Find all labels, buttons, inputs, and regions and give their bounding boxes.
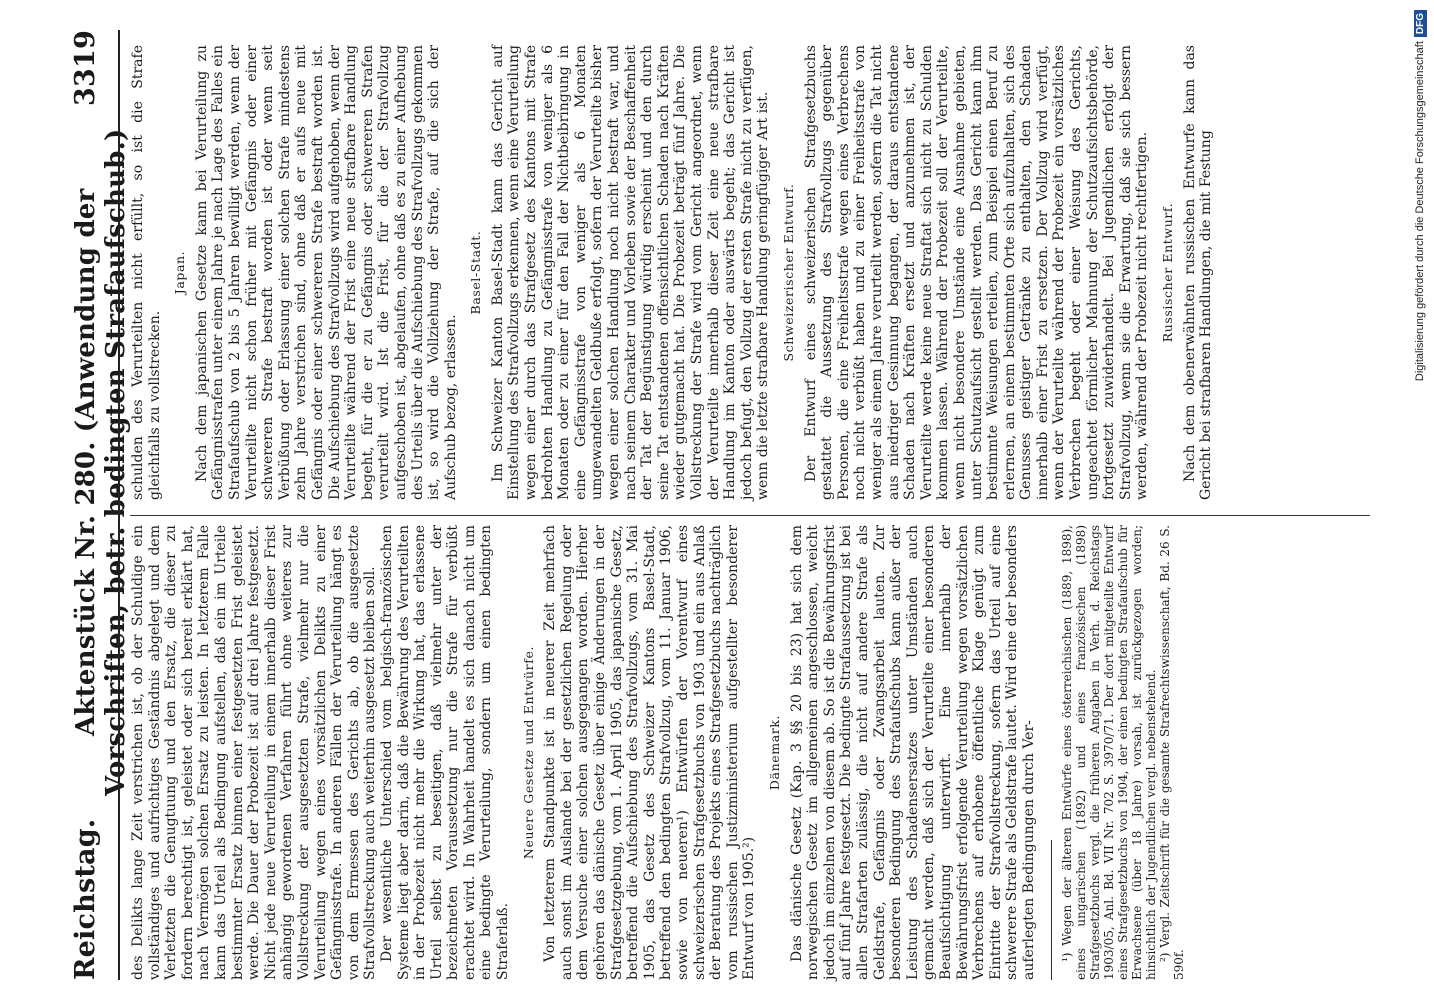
dfg-logo: DFG bbox=[1414, 10, 1427, 37]
header-title: Aktenstück Nr. 280. (Anwendung der Vorschriften, betr. bedingten Strafaufschub.) bbox=[71, 128, 131, 796]
page-header bbox=[70, 30, 131, 980]
section-heading: Basel-Stadt. bbox=[468, 230, 484, 315]
section-heading: Japan. bbox=[172, 250, 188, 295]
section-heading: Dänemark. bbox=[766, 714, 782, 791]
header-left: Reichstag. bbox=[70, 818, 101, 980]
digitization-stamp bbox=[1408, 10, 1432, 990]
paragraph: schulden des Verurteilten nicht erfüllt, so ist die Strafe gleichfalls zu vollstrecken. bbox=[130, 45, 163, 500]
rotated-page bbox=[70, 30, 1400, 980]
paragraph: Der wesentliche Unterschied vom belgisch-französischen Systeme liegt aber darin, daß die Bewährung des Verurteilten in der Probezeit nicht mehr die Wirkung hat, das erlassene Urteil selbst zu beseitigen, daß vielmehr unter der bezeichneten Voraussetzung nur die Strafe für verbüßt erachtet wird. In Wahrheit handelt es sich danach nicht um eine bedingte Verurteilung, sondern um einen bedingten Straferlaß. bbox=[378, 525, 512, 980]
section-heading: Neuere Gesetze und Entwürfe. bbox=[520, 645, 536, 860]
paragraph: Der Entwurf eines schweizerischen Strafgesetzbuchs gestattet die Aussetzung des Strafvollzugs gegenüber Personen, die eine Freiheitsstrafe wegen eines Verbrechens noch nicht verbüßt haben und zu einer Freiheitsstrafe von weniger als einem Jahre verurteilt werden, sofern die Tat nicht aus niedriger Gesinnung begangen, der daraus entstandene Schaden nach Kräften ersetzt und anzunehmen ist, der Verurteilte werde keine neue Straftat sich nicht zu Schulden kommen lassen. Während der Probezeit soll der Verurteilte, wenn nicht besondere Umstände eine Ausnahme gebieten, unter Schutzaufsicht gestellt werden. Das Gericht kann ihm bestimmte Weisungen erteilen, zum Beispiel einen Beruf zu erlernen, an einem bestimmten Orte sich aufzuhalten, sich des Genusses geistiger Getränke zu enthalten, den Schaden innerhalb einer Frist zu ersetzen. Der Vollzug wird verfügt, wenn der Verurteilte während der Probezeit ein vorsätzliches Verbrechen begeht oder einer Weisung des Gerichts, ungeachtet förmlicher Mahnung der Schutzaufsichtsbehörde, fortgesetzt zuwiderhandelt. Bei Jugendlichen erfolgt der Strafvollzug, wenn sie die Erwartung, daß sie sich bessern werden, während der Probezeit nicht rechtfertigen. bbox=[802, 45, 1151, 500]
paragraph: Im Schweizer Kanton Basel-Stadt kann das Gericht auf Einstellung des Strafvollzugs erkennen, wenn eine Verurteilung wegen einer durch das Strafgesetz des Kantons mit Strafe bedrohten Handlung zu Gefängnisstrafe von weniger als 6 Monaten oder zu einer für den Fall der Nichtbeibringung in eine Gefängnisstrafe von weniger als 6 Monaten umgewandelten Geldbuße erfolgt, sofern der Verurteilte bisher wegen einer solchen Handlung noch nicht bestraft war, und nach seinem Charakter und Vorleben sowie der Beschaffenheit der Tat der Begünstigung würdig erscheint und den durch seine Tat entstandenen offensichtlichen Schaden nach Kräften wieder gutgemacht hat. Die Probezeit beträgt fünf Jahre. Die Vollstreckung der Strafe wird vom Gericht angeordnet, wenn der Verurteilte innerhalb dieser Zeit eine neue strafbare Handlung im Kanton oder auswärts begeht; das Gericht ist jedoch befugt, den Vollzug der ersten Strafe nicht zu verfügen, wenn die letzte strafbare Handlung geringfügiger Art ist. bbox=[489, 45, 772, 500]
column-divider bbox=[130, 515, 1370, 516]
footnote: ²) Vergl. Zeitschrift für die gesamte Strafrechtswissenschaft, Bd. 26 S. 590f. bbox=[1158, 525, 1187, 980]
paragraph: des Delikts lange Zeit verstrichen ist, ob der Schuldige ein vollständiges und aufrichtiges Geständnis abgelegt und dem Verletzten die Genugtuung und den Ersatz, die dieser zu fordern berechtigt ist, geleistet oder sich bereit erklärt hat, nach Vermögen solchen Ersatz zu leisten. In letzterem Falle kann das Urteil als Bedingung aufstellen, daß ein im Urteile bestimmter Ersatz binnen einer festgesetzten Frist geleistet werde. Die Dauer der Probezeit ist auf drei Jahre festgesetzt. Nicht jede neue Verurteilung in einem innerhalb dieser Frist anhängig gewordenen Verfahren führt ohne weiteres zur Vollstreckung der ausgesetzten Strafe, vielmehr nur die Verurteilung wegen eines vorsätzlichen Delikts zu einer Gefängnisstrafe. In anderen Fällen der Verurteilung hängt es von dem Ermessen des Gerichts ab, ob die ausgesetzte Strafvollstreckung auch weiterhin ausgesetzt bleiben soll. bbox=[130, 525, 379, 980]
paragraph: Nach dem obenerwähnten russischen Entwurfe kann das Gericht bei strafbaren Handlungen, die mit Festung bbox=[1181, 45, 1215, 500]
right-column bbox=[130, 45, 1215, 500]
section-heading: Russischer Entwurf. bbox=[1160, 202, 1176, 343]
section-heading: Schweizerischer Entwurf. bbox=[780, 183, 796, 362]
stamp-text: Digitalisierung gefördert durch die Deutsche Forschungsgemeinschaft bbox=[1414, 41, 1426, 382]
footnote-rule bbox=[1051, 840, 1052, 980]
paragraph: Von letzterem Standpunkte ist in neuerer Zeit mehrfach auch sonst im Auslande bei der gesetzlichen Regelung oder dem Versuche einer solchen ausgegangen worden. Hierher gehören das dänische Gesetz über einige Änderungen in der Strafgesetzgebung, vom 1. April 1905, das japanische Gesetz, betreffend die Aufschiebung des Strafvollzugs, vom 31. Mai 1905, das Gesetz des Schweizer Kantons Basel-Stadt, betreffend den bedingten Strafvollzug, vom 11. Januar 1906, sowie von neueren¹) Entwürfen der Vorentwurf eines schweizerischen Strafgesetzbuchs von 1903 und ein aus Anlaß der Beratung des Projekts eines Strafgesetzbuchs nachträglich vom russischen Justizministerium aufgestellter besonderer Entwurf von 1905.²) bbox=[542, 525, 758, 980]
footnote: ¹) Wegen der älteren Entwürfe eines österreichischen (1889, 1898), eines ungarischen (1892) und eines französischen (1898) Strafgesetzbuchs vergl. die früheren Angaben in Verh. d. Reichstags 1903/05, Anl. Bd. VII Nr. 702 S. 3970/71. Der dort mitgeteilte Entwurf eines Strafgesetzbuchs von 1904, der einen bedingten Strafaufschub für Erwachsene (über 18 Jahre) vorsah, ist zurückgezogen worden; hinsichtlich der Jugendlichen vergl. nebenstehend. bbox=[1060, 525, 1159, 980]
paragraph: Das dänische Gesetz (Kap. 3 §§ 20 bis 23) hat sich dem norwegischen Gesetz im allgemeinen angeschlossen, weicht jedoch im einzelnen von diesem ab. So ist die Bewährungsfrist auf fünf Jahre festgesetzt. Die bedingte Strafaussetzung ist bei allen Strafarten zulässig, die nicht auf andere Strafe als Geldstrafe, Gefängnis oder Zwangsarbeit lauten. Zur besonderen Bedingung des Strafaufschubs kann außer der Leistung des Schadensersatzes unter Umständen auch gemacht werden, daß sich der Verurteilte einer besonderen Beaufsichtigung unterwirft. Eine innerhalb der Bewährungsfrist erfolgende Verurteilung wegen vorsätzlichen Verbrechens auf erhobene öffentliche Klage genügt zum Eintritte der Strafvollstreckung, sofern das Urteil auf eine schwerere Strafe als Geldstrafe lautet. Wird eine der besonders auferlegten Bedingungen durch Ver- bbox=[788, 525, 1037, 980]
header-rule bbox=[118, 30, 120, 980]
paragraph: Nach dem japanischen Gesetze kann bei Verurteilung zu Gefängnisstrafen unter einem Jahre je nach Lage des Falles ein Strafaufschub von 2 bis 5 Jahren bewilligt werden, wenn der Verurteilte nicht schon früher mit Gefängnis oder einer schwereren Strafe bestraft worden ist oder wenn seit Verbüßung oder Erlassung einer solchen Strafe mindestens zehn Jahre verstrichen sind, ohne daß er aufs neue mit Gefängnis oder einer schwereren Strafe bestraft worden ist. Die Aufschiebung des Strafvollzugs wird aufgehoben, wenn der Verurteilte während der Frist eine neue strafbare Handlung begeht, für die er zu Gefängnis oder schwereren Strafen verurteilt wird. Ist die Frist, für die der Strafvollzug aufgeschoben ist, abgelaufen, ohne daß es zu einer Aufhebung des Urteils über die Aufschiebung des Strafvollzugs gekommen ist, so wird die Vollziehung der Strafe, auf die sich der Aufschub bezog, erlassen. bbox=[193, 45, 459, 500]
left-column bbox=[130, 525, 1186, 980]
page-number: 3319 bbox=[70, 30, 101, 106]
